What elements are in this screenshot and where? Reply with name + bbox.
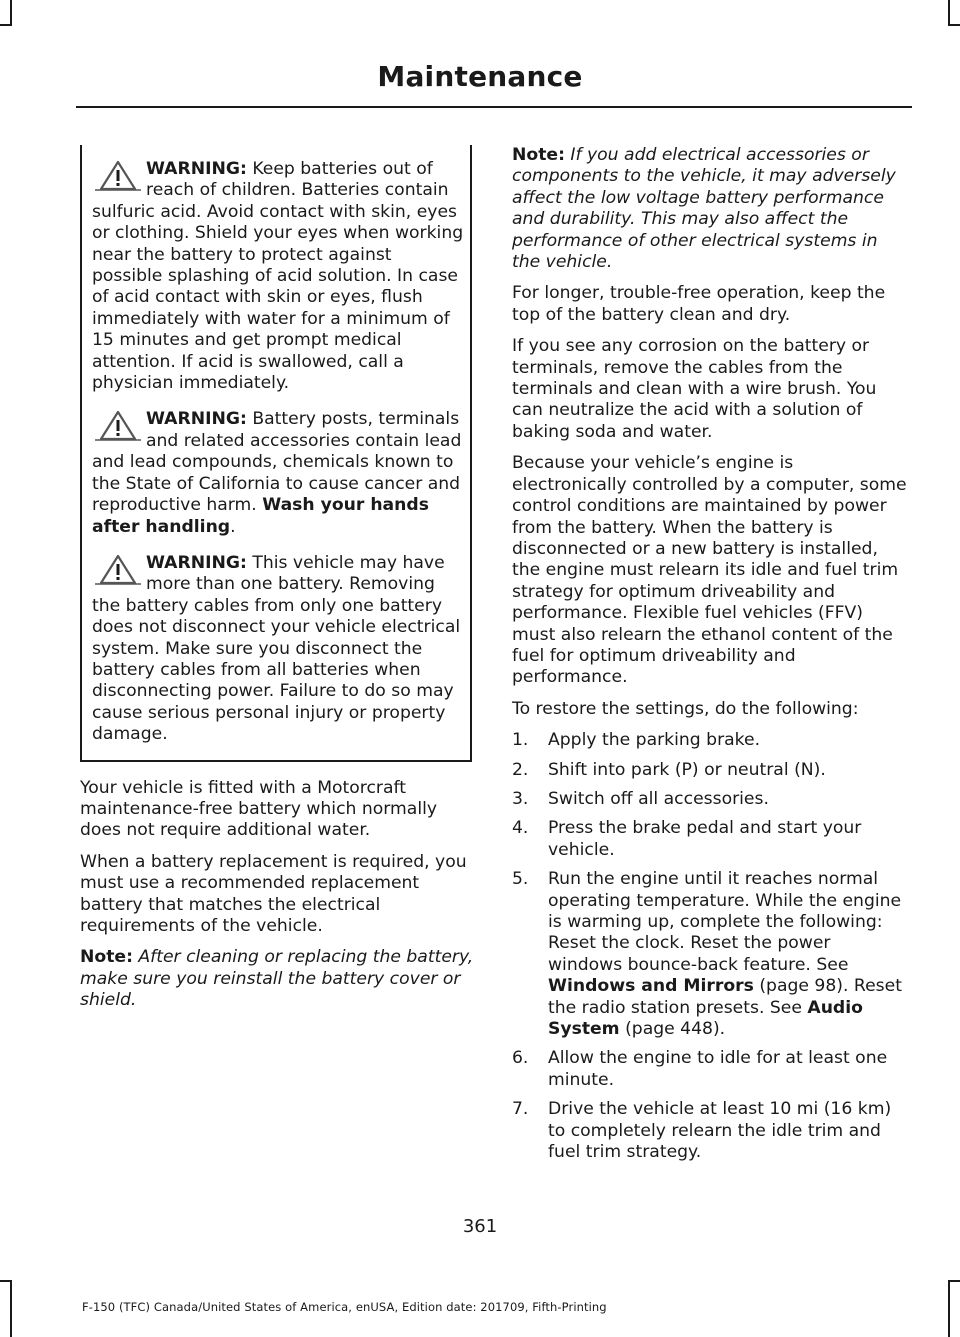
paragraph-keep-clean: For longer, trouble-free operation, keep the top of the battery clean and dry. xyxy=(512,283,886,325)
note-label: Note: xyxy=(512,145,565,165)
warning-box xyxy=(80,145,472,762)
step-text: Run the engine until it reaches normal operating temperature. While the engine is warming up, complete the following: Reset the clock. Reset the power windows bounce-back feature. See xyxy=(548,869,902,975)
crop-mark-bottom-right xyxy=(948,1280,950,1337)
left-column xyxy=(80,145,476,1022)
step-number: 6. xyxy=(512,1048,529,1069)
step-number: 1. xyxy=(512,730,529,751)
warning-text-end: . xyxy=(230,516,236,537)
paragraph-corrosion: If you see any corrosion on the battery or terminals, remove the cables from the terminals and clean with a wire brush. You can neutralize the acid with a solution of baking soda and water. xyxy=(512,336,877,442)
warning-battery-reach xyxy=(92,159,464,394)
step-number: 3. xyxy=(512,788,529,809)
step-text: Shift into park (P) or neutral (N). xyxy=(548,759,826,780)
crop-mark-top-left-h xyxy=(0,24,12,26)
warning-label: WARNING: xyxy=(146,552,247,573)
warning-text: Keep batteries out of reach of children. Batteries contain sulfuric acid. Avoid contact with skin, eyes or clothing. Shield your eyes when working near the battery to protect against possible splashing of acid solution. In case of acid contact with skin or eyes, flush immediately with water for a minimum of 15 minutes and get prompt medical attention. If acid is swallowed, call a physician immediately. xyxy=(92,159,464,394)
step-item xyxy=(512,760,908,781)
step-item xyxy=(512,1099,908,1163)
step-text: Press the brake pedal and start your vehicle. xyxy=(548,818,862,860)
warning-lead-compounds xyxy=(92,409,464,537)
warning-text: Battery posts, terminals and related accessories contain lead and lead compounds, chemicals known to the State of California to cause cancer and reproductive harm. xyxy=(92,409,462,516)
paragraph-restore-settings: To restore the settings, do the following: xyxy=(512,698,859,719)
section-title: Maintenance xyxy=(377,60,583,93)
step-number: 5. xyxy=(512,869,529,890)
warning-emphasis: Wash your hands after handling xyxy=(92,495,429,537)
warning-label: WARNING: xyxy=(146,159,247,179)
page-number: 361 xyxy=(462,1216,498,1237)
note-label: Note: xyxy=(80,947,133,968)
note-text: If you add electrical accessories or components to the vehicle, it may adversely affect the low voltage battery performance and durability. This may also affect the performance of other electrical systems in the vehicle. xyxy=(512,145,896,273)
step-text: Apply the parking brake. xyxy=(548,730,761,751)
note-electrical-accessories xyxy=(512,145,908,273)
crop-mark-top-right xyxy=(948,0,950,26)
step-text: Allow the engine to idle for at least one minute. xyxy=(548,1048,888,1090)
step-text-mid: (page 98). Reset the radio station presets. See xyxy=(548,976,902,1018)
note-text: After cleaning or replacing the battery, make sure you reinstall the battery cover or shield. xyxy=(80,947,474,1011)
steps-list xyxy=(512,730,908,1163)
step-item xyxy=(512,789,908,810)
step-item xyxy=(512,818,908,861)
warning-triangle-icon xyxy=(92,553,144,587)
paragraph-engine-relearn: Because your vehicle’s engine is electronically controlled by a computer, some control conditions are maintained by power from the battery. When the battery is disconnected or a new battery is installed, the engine must relearn its idle and fuel trim strategy for optimum driveability and performance. Flexible fuel vehicles (FFV) must also relearn the ethanol content of the fuel for optimum driveability and performance. xyxy=(512,453,907,688)
paragraph-maintenance-free: Your vehicle is fitted with a Motorcraft maintenance-free battery which normally does not require additional water. xyxy=(80,777,438,841)
link-audio-system[interactable]: Audio System xyxy=(548,997,863,1040)
warning-multiple-batteries xyxy=(92,553,464,746)
step-text: Switch off all accessories. xyxy=(548,788,769,809)
warning-label: WARNING: xyxy=(146,409,247,430)
paragraph-replacement: When a battery replacement is required, you must use a recommended replacement battery that matches the electrical requirements of the vehicle. xyxy=(80,851,467,936)
crop-mark-top-left xyxy=(10,0,12,26)
step-item xyxy=(512,1048,908,1091)
right-column xyxy=(512,145,908,1171)
footer-edition: F-150 (TFC) Canada/United States of America, enUSA, Edition date: 201709, Fifth-Printing xyxy=(82,1300,607,1314)
step-number: 7. xyxy=(512,1099,529,1120)
note-reinstall-cover xyxy=(80,947,476,1011)
header-rule xyxy=(76,106,912,108)
crop-mark-bottom-left-h xyxy=(0,1280,12,1282)
warning-triangle-icon xyxy=(92,409,144,443)
step-item xyxy=(512,869,908,1040)
link-windows-and-mirrors[interactable]: Windows and Mirrors xyxy=(548,976,754,997)
step-number: 2. xyxy=(512,759,529,780)
crop-mark-bottom-right-h xyxy=(948,1280,960,1282)
warning-text: This vehicle may have more than one battery. Removing the battery cables from only one battery does not disconnect your vehicle electrical system. Make sure you disconnect the battery cables from all batteries when disconnecting power. Failure to do so may cause serious personal injury or property damage. xyxy=(92,552,461,745)
step-number: 4. xyxy=(512,818,529,839)
step-item xyxy=(512,730,908,751)
crop-mark-top-right-h xyxy=(948,24,960,26)
warning-triangle-icon xyxy=(92,159,144,193)
step-text-end: (page 448). xyxy=(619,1019,726,1040)
step-text: Drive the vehicle at least 10 mi (16 km) to completely relearn the idle trim and fuel trim strategy. xyxy=(548,1099,892,1163)
crop-mark-bottom-left xyxy=(10,1280,12,1337)
